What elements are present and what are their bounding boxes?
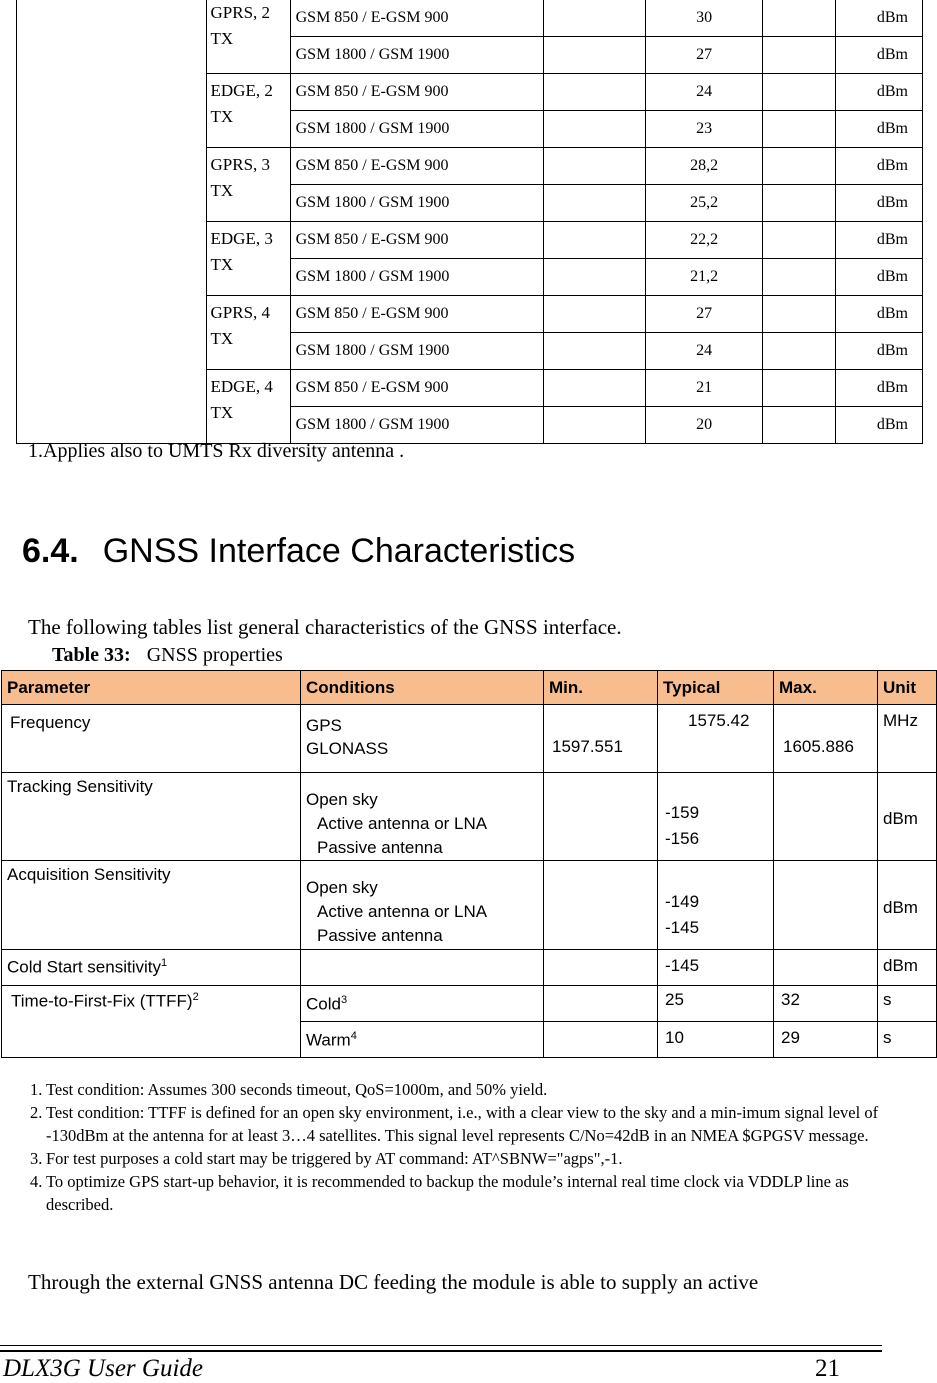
footnote-number: 1.: [30, 1080, 43, 1099]
condition-active: Active antenna or LNA: [317, 814, 488, 833]
max-cell: [762, 333, 835, 370]
table-footnote: 1.Applies also to UMTS Rx diversity antenna .: [28, 440, 405, 462]
band-cell: GSM 850 / E-GSM 900: [290, 296, 543, 333]
min-cell: [543, 370, 645, 407]
unit-cell: dBm: [878, 773, 937, 861]
band-cell: GSM 1800 / GSM 1900: [290, 185, 543, 222]
condition-active: Active antenna or LNA: [317, 902, 488, 921]
unit-cell: dBm: [835, 148, 922, 185]
min-cell: [543, 333, 645, 370]
table-caption: [52, 644, 283, 667]
footnote-ref: 1: [161, 957, 168, 969]
max-cell: 29: [774, 1022, 878, 1058]
typical-cell: [658, 861, 774, 950]
unit-cell: dBm: [835, 37, 922, 74]
min-cell: [543, 74, 645, 111]
mode-cell: EDGE, 3 TX: [206, 222, 290, 296]
max-cell: [762, 370, 835, 407]
condition-passive: Passive antenna: [317, 926, 443, 945]
unit-cell: dBm: [835, 333, 922, 370]
typical-cell: 22,2: [646, 222, 763, 259]
band-cell: GSM 850 / E-GSM 900: [290, 370, 543, 407]
mode-cell: EDGE, 2 TX: [206, 74, 290, 148]
param-text: Cold Start sensitivity: [7, 957, 161, 977]
band-cell: GSM 1800 / GSM 1900: [290, 259, 543, 296]
gnss-properties-table: [1, 670, 937, 1058]
band-cell: GSM 1800 / GSM 1900: [290, 37, 543, 74]
max-cell: [762, 296, 835, 333]
footnote-item: [30, 1170, 890, 1216]
param-cell: [2, 986, 301, 1058]
footnote-text: For test purposes a cold start may be triggered by AT command: AT^SBNW="agps",-1.: [46, 1149, 623, 1168]
header-conditions: Conditions: [301, 671, 544, 705]
footnote-text: Test condition: Assumes 300 seconds timeout, QoS=1000m, and 50% yield.: [46, 1080, 548, 1099]
typical-cell: 21: [646, 370, 763, 407]
max-cell: [762, 111, 835, 148]
footer-divider: [0, 1345, 882, 1346]
typical-cell: [658, 773, 774, 861]
conditions-cell: [301, 861, 544, 950]
min-cell: [543, 111, 645, 148]
header-unit: Unit: [878, 671, 937, 705]
min-cell: [543, 222, 645, 259]
condition-open-sky: Open sky: [306, 790, 378, 809]
min-cell: [543, 259, 645, 296]
condition-open-sky: Open sky: [306, 878, 378, 897]
typical-cell: 10: [658, 1022, 774, 1058]
param-text: Time-to-First-Fix (TTFF): [11, 991, 193, 1011]
max-cell: [762, 37, 835, 74]
mode-cell: GPRS, 3 TX: [206, 148, 290, 222]
condition-text: Warm: [306, 1030, 351, 1050]
footnote-item: [30, 1078, 890, 1101]
footnote-number: 3.: [30, 1149, 43, 1168]
param-cell: Tracking Sensitivity: [2, 773, 301, 861]
intro-paragraph: The following tables list general characteristics of the GNSS interface.: [28, 615, 622, 639]
unit-cell: MHz: [878, 705, 937, 773]
max-cell: [762, 407, 835, 444]
footnotes-list: [30, 1078, 890, 1216]
min-cell: [544, 861, 658, 950]
typical-cell: 30: [646, 0, 763, 37]
typical-cell: -145: [658, 950, 774, 986]
band-cell: GSM 850 / E-GSM 900: [290, 74, 543, 111]
param-cell: [2, 950, 301, 986]
band-cell: GSM 850 / E-GSM 900: [290, 222, 543, 259]
max-cell: [762, 259, 835, 296]
conditions-cell: [301, 950, 544, 986]
band-cell: GSM 1800 / GSM 1900: [290, 111, 543, 148]
min-cell: [543, 185, 645, 222]
typical-cell: 24: [646, 74, 763, 111]
typical-passive: -156: [665, 829, 700, 848]
mode-cell: EDGE, 4 TX: [206, 370, 290, 444]
min-cell: [544, 773, 658, 861]
unit-cell: dBm: [835, 0, 922, 37]
min-cell: [543, 407, 645, 444]
header-max: Max.: [774, 671, 878, 705]
header-parameter: Parameter: [2, 671, 301, 705]
unit-cell: s: [878, 1022, 937, 1058]
param-cell: Frequency: [2, 705, 301, 773]
max-cell: 32: [774, 986, 878, 1022]
min-cell: [543, 37, 645, 74]
table-row-ttff-cold: [2, 986, 937, 1022]
typical-cell: 27: [646, 296, 763, 333]
unit-cell: dBm: [878, 950, 937, 986]
unit-cell: dBm: [835, 185, 922, 222]
max-cell: [762, 148, 835, 185]
unit-cell: dBm: [835, 407, 922, 444]
header-min: Min.: [544, 671, 658, 705]
unit-cell: dBm: [835, 222, 922, 259]
max-cell: [774, 861, 878, 950]
header-typical: Typical: [658, 671, 774, 705]
typical-cell: 21,2: [646, 259, 763, 296]
typical-active: -149: [665, 892, 700, 911]
conditions-cell: [301, 1022, 544, 1058]
min-cell: 1597.551: [544, 705, 658, 773]
closing-paragraph: Through the external GNSS antenna DC feeding the module is able to supply an active: [28, 1270, 759, 1294]
max-cell: [762, 74, 835, 111]
footnote-item: [30, 1101, 890, 1147]
band-cell: GSM 1800 / GSM 1900: [290, 333, 543, 370]
unit-cell: dBm: [835, 74, 922, 111]
footnote-text: Test condition: TTFF is defined for an open sky environment, i.e., with a clear view to the sky and a min-imum signal level of -130dBm at the antenna for at least 3…4 satellites. This signal level represents C/No=42dB in an NMEA $GPGSV message.: [46, 1103, 879, 1145]
section-heading: [22, 532, 575, 571]
band-cell: GSM 850 / E-GSM 900: [290, 0, 543, 37]
typical-passive: -145: [665, 918, 700, 937]
min-cell: [544, 1022, 658, 1058]
footnote-ref: 2: [192, 991, 199, 1003]
unit-cell: dBm: [835, 370, 922, 407]
mode-cell: GPRS, 2 TX: [206, 0, 290, 74]
unit-cell: dBm: [835, 259, 922, 296]
section-number: 6.4.: [22, 532, 79, 570]
typical-cell: 1575.42: [658, 705, 774, 773]
caption-text: GNSS properties: [146, 644, 283, 666]
condition-text: Cold: [306, 994, 341, 1014]
max-cell: [774, 950, 878, 986]
param-cell: Acquisition Sensitivity: [2, 861, 301, 950]
min-cell: [543, 296, 645, 333]
footnote-item: [30, 1147, 890, 1170]
footnote-ref: 3: [340, 994, 348, 1006]
condition-gps: GPS: [306, 716, 342, 735]
min-cell: [543, 0, 645, 37]
page-number: 21: [815, 1355, 840, 1382]
max-cell: [762, 222, 835, 259]
table-row-frequency: [2, 705, 937, 773]
table-row-cold-start: [2, 950, 937, 986]
unit-cell: dBm: [878, 861, 937, 950]
band-cell: GSM 850 / E-GSM 900: [290, 148, 543, 185]
caption-label: Table 33:: [52, 644, 131, 666]
conditions-cell: [301, 986, 544, 1022]
unit-cell: dBm: [835, 111, 922, 148]
conditions-cell: [301, 705, 544, 773]
typical-cell: 25,2: [646, 185, 763, 222]
typical-cell: 27: [646, 37, 763, 74]
typical-cell: 23: [646, 111, 763, 148]
mode-cell: GPRS, 4 TX: [206, 296, 290, 370]
footer-divider-thick: [0, 1350, 882, 1352]
unit-cell: dBm: [835, 296, 922, 333]
condition-glonass: GLONASS: [306, 739, 389, 758]
min-cell: [543, 148, 645, 185]
section-title: GNSS Interface Characteristics: [102, 532, 576, 570]
condition-passive: Passive antenna: [317, 838, 443, 857]
typical-cell: 28,2: [646, 148, 763, 185]
conditions-cell: [301, 773, 544, 861]
band-cell: GSM 1800 / GSM 1900: [290, 407, 543, 444]
table-row-tracking: [2, 773, 937, 861]
min-cell: [544, 986, 658, 1022]
typical-active: -159: [665, 803, 700, 822]
footnote-text: To optimize GPS start-up behavior, it is recommended to backup the module’s internal real time clock via VDDLP line as described.: [46, 1172, 849, 1214]
footnote-ref: 4: [350, 1030, 357, 1042]
unit-cell: s: [878, 986, 937, 1022]
footer-title: DLX3G User Guide: [3, 1355, 203, 1382]
max-cell: [762, 185, 835, 222]
table-header-row: [2, 671, 937, 705]
footnote-number: 2.: [30, 1103, 43, 1122]
max-cell: [774, 773, 878, 861]
max-cell: [762, 0, 835, 37]
blank-cell: [17, 0, 207, 444]
typical-cell: 24: [646, 333, 763, 370]
table-row-acquisition: [2, 861, 937, 950]
rf-output-power-table: [16, 0, 923, 444]
typical-cell: 25: [658, 986, 774, 1022]
table-row: [17, 0, 923, 37]
max-cell: 1605.886: [774, 705, 878, 773]
footnote-number: 4.: [30, 1172, 43, 1191]
min-cell: [544, 950, 658, 986]
typical-cell: 20: [646, 407, 763, 444]
